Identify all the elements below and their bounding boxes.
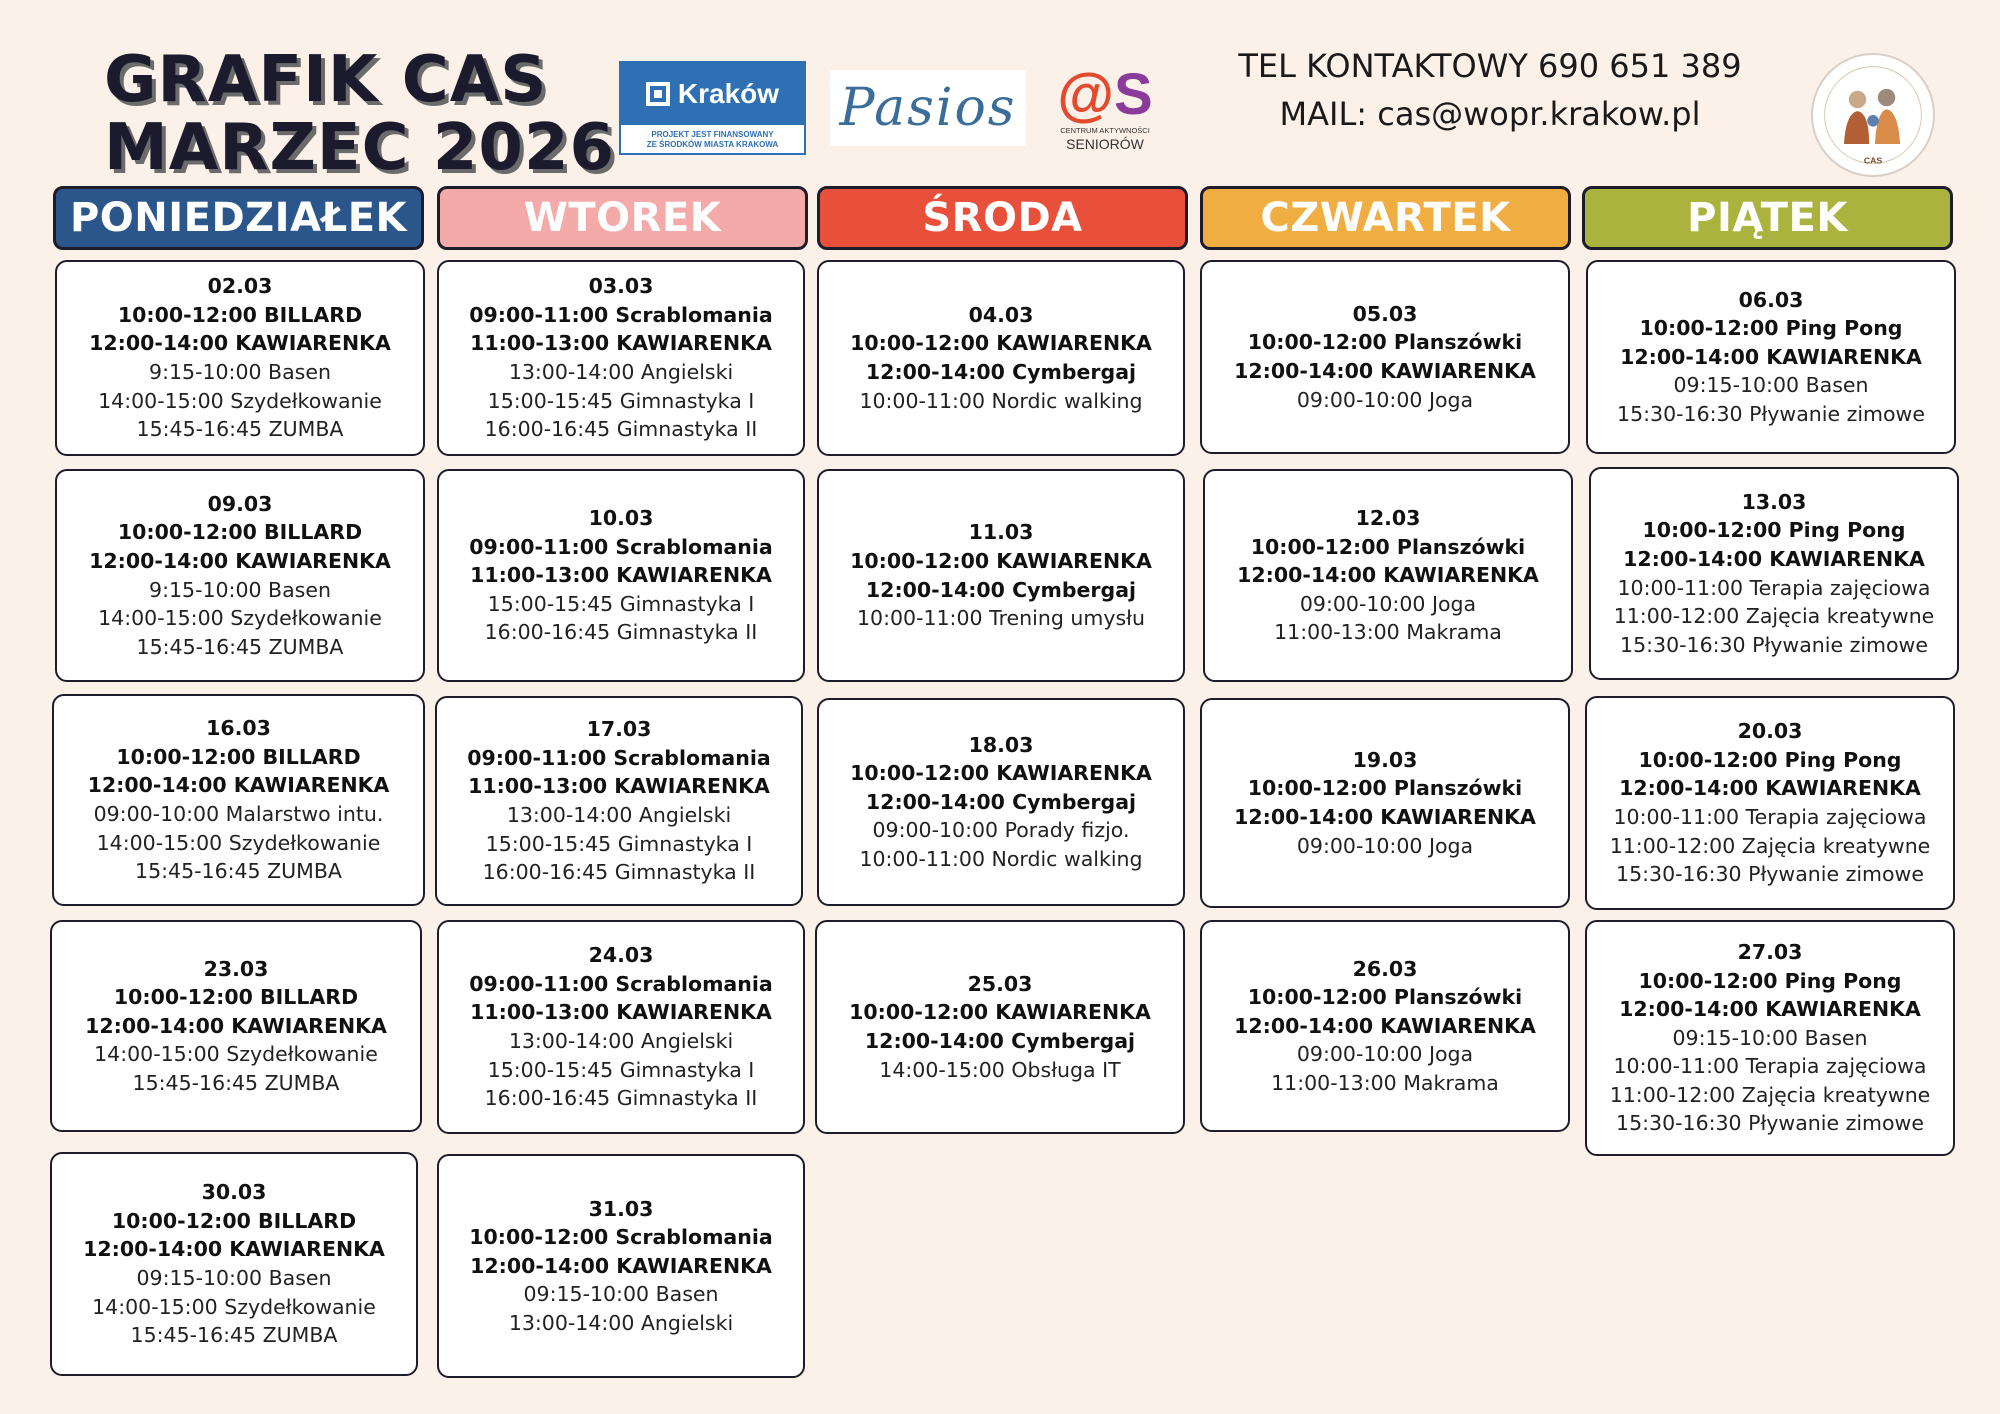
card-main-activity: 10:00-12:00 KAWIARENKA — [850, 548, 1152, 573]
card-activity: 13:00-14:00 Angielski — [508, 1029, 734, 1053]
seniors-people-icon — [1813, 55, 1933, 175]
card-main-activity: 12:00-14:00 KAWIARENKA — [1619, 776, 1921, 801]
card-main-activity: 10:00-12:00 KAWIARENKA — [850, 331, 1152, 356]
krakow-logo-sub1: PROJEKT JEST FINANSOWANY — [651, 130, 774, 139]
card-date: 30.03 — [201, 1180, 267, 1205]
card-activity: 9:15-10:00 Basen — [149, 577, 331, 602]
card-main-activity: 10:00-12:00 BILLARD — [113, 985, 359, 1010]
card-date: 06.03 — [1738, 287, 1804, 312]
card-date: 31.03 — [588, 1196, 654, 1221]
card-main-activity: 10:00-12:00 Planszówki — [1250, 534, 1526, 559]
card-activity: 15:00-15:45 Gimnastyka I — [487, 1057, 755, 1082]
schedule-card — [55, 469, 425, 682]
card-main-activity: 12:00-14:00 KAWIARENKA — [89, 331, 391, 356]
card-activity: 16:00-16:45 Gimnastyka II — [484, 620, 758, 645]
card-main-activity: 12:00-14:00 KAWIARENKA — [89, 548, 391, 573]
schedule-card — [437, 469, 805, 682]
schedule-card — [817, 260, 1185, 456]
card-activity: 15:45-16:45 ZUMBA — [135, 859, 342, 884]
schedule-card — [817, 469, 1185, 682]
card-main-activity: 10:00-12:00 Ping Pong — [1639, 316, 1903, 341]
title-line-2: MARZEC 2026 — [104, 111, 615, 185]
card-activity: 14:00-15:00 Szydełkowanie — [98, 606, 382, 631]
card-activity: 15:45-16:45 ZUMBA — [136, 417, 344, 442]
card-date: 16.03 — [206, 716, 271, 741]
card-main-activity: 09:00-11:00 Scrablomania — [469, 971, 773, 996]
card-activity: 16:00-16:45 Gimnastyka II — [484, 417, 758, 442]
card-main-activity: 10:00-12:00 Ping Pong — [1642, 518, 1906, 543]
card-activity: 10:00-11:00 Terapia zajęciowa — [1613, 1054, 1927, 1079]
card-date: 05.03 — [1352, 301, 1418, 326]
schedule-card — [1585, 696, 1955, 910]
title-line-1: GRAFIK CAS — [104, 43, 548, 117]
card-activity: 10:00-11:00 Terapia zajęciowa — [1613, 805, 1927, 829]
card-activity: 9:15-10:00 Basen — [149, 360, 331, 384]
cas-mark-icon: @S — [1057, 62, 1153, 127]
card-main-activity: 10:00-12:00 Ping Pong — [1638, 968, 1902, 993]
card-activity: 15:45-16:45 ZUMBA — [136, 634, 344, 659]
schedule-card — [437, 920, 805, 1134]
schedule-card — [1200, 260, 1570, 454]
card-main-activity: 12:00-14:00 Cymbergaj — [865, 577, 1137, 602]
card-activity: 15:00-15:45 Gimnastyka I — [487, 591, 755, 616]
card-activity: 15:45-16:45 ZUMBA — [130, 1323, 338, 1348]
card-main-activity: 10:00-12:00 BILLARD — [111, 1208, 357, 1233]
krakow-logo-name: Kraków — [677, 78, 780, 109]
card-activity: 14:00-15:00 Szydełkowanie — [92, 1294, 376, 1319]
card-main-activity: 10:00-12:00 Planszówki — [1247, 776, 1523, 801]
card-main-activity: 12:00-14:00 KAWIARENKA — [85, 1013, 387, 1038]
card-activity: 14:00-15:00 Obsługa IT — [879, 1057, 1121, 1082]
pasios-logo-name: Pasios — [839, 78, 1017, 138]
card-main-activity: 12:00-14:00 Cymbergaj — [865, 789, 1137, 814]
krakow-mark-icon — [646, 82, 670, 106]
card-activity: 11:00-12:00 Zajęcia kreatywne — [1609, 1082, 1931, 1107]
card-activity: 09:00-10:00 Joga — [1299, 591, 1477, 616]
card-main-activity: 10:00-12:00 BILLARD — [117, 520, 363, 545]
card-main-activity: 12:00-14:00 Cymbergaj — [864, 1029, 1136, 1053]
day-header-2: WTOREK — [437, 186, 808, 250]
card-activity: 15:45-16:45 ZUMBA — [132, 1070, 340, 1095]
card-activity: 09:15-10:00 Basen — [1673, 373, 1869, 398]
card-activity: 09:15-10:00 Basen — [523, 1282, 719, 1307]
card-activity: 10:00-11:00 Terapia zajęciowa — [1617, 575, 1931, 600]
schedule-card — [1585, 920, 1955, 1156]
card-activity: 09:00-10:00 Joga — [1296, 1042, 1474, 1067]
contact-phone: TEL KONTAKTOWY 690 651 389 — [1238, 47, 1742, 85]
card-main-activity: 09:00-11:00 Scrablomania — [469, 302, 773, 327]
cas-logo-line2: SENIORÓW — [1066, 136, 1144, 152]
contact-mail[interactable]: MAIL: cas@wopr.krakow.pl — [1279, 95, 1701, 133]
day-header-4: CZWARTEK — [1200, 186, 1571, 250]
card-activity: 09:15-10:00 Basen — [1672, 1025, 1868, 1050]
card-date: 27.03 — [1737, 939, 1803, 964]
krakow-logo — [619, 61, 806, 155]
card-activity: 09:00-10:00 Joga — [1296, 387, 1474, 412]
card-main-activity: 10:00-12:00 Planszówki — [1247, 985, 1523, 1010]
card-activity: 13:00-14:00 Angielski — [508, 360, 734, 384]
card-main-activity: 10:00-12:00 KAWIARENKA — [849, 1000, 1151, 1025]
card-activity: 13:00-14:00 Angielski — [506, 803, 732, 827]
card-main-activity: 12:00-14:00 KAWIARENKA — [1620, 344, 1922, 369]
card-activity: 09:00-10:00 Malarstwo intu. — [93, 802, 384, 826]
card-main-activity: 10:00-12:00 BILLARD — [116, 744, 361, 769]
card-activity: 10:00-11:00 Nordic walking — [859, 388, 1143, 413]
card-date: 02.03 — [207, 274, 273, 299]
card-date: 04.03 — [968, 302, 1034, 327]
day-header-5: PIĄTEK — [1582, 186, 1953, 250]
card-main-activity: 11:00-13:00 KAWIARENKA — [468, 774, 770, 799]
schedule-card — [1203, 469, 1573, 682]
day-header-1: PONIEDZIAŁEK — [53, 186, 424, 250]
day-header-3: ŚRODA — [817, 186, 1188, 250]
schedule-card — [1586, 260, 1956, 454]
card-activity: 15:30-16:30 Pływanie zimowe — [1616, 862, 1924, 887]
card-date: 24.03 — [588, 943, 654, 968]
schedule-card — [50, 920, 422, 1132]
card-main-activity: 12:00-14:00 Cymbergaj — [865, 360, 1137, 384]
schedule-card — [1200, 698, 1570, 908]
card-activity: 09:00-10:00 Joga — [1296, 833, 1474, 858]
schedule-card — [52, 694, 425, 906]
card-activity: 14:00-15:00 Szydełkowanie — [96, 830, 381, 855]
card-date: 17.03 — [586, 717, 652, 742]
krakow-logo-sub2: ZE ŚRODKÓW MIASTA KRAKOWA — [646, 140, 779, 149]
card-date: 23.03 — [203, 956, 269, 981]
card-main-activity: 10:00-12:00 KAWIARENKA — [850, 761, 1152, 786]
card-activity: 11:00-13:00 Makrama — [1274, 620, 1502, 645]
cas-logo — [1050, 64, 1160, 164]
card-main-activity: 12:00-14:00 KAWIARENKA — [470, 1253, 772, 1278]
card-activity: 11:00-12:00 Zajęcia kreatywne — [1609, 833, 1931, 858]
card-date: 03.03 — [588, 274, 654, 299]
card-main-activity: 10:00-12:00 Planszówki — [1247, 330, 1523, 355]
card-date: 10.03 — [588, 506, 654, 531]
card-main-activity: 12:00-14:00 KAWIARENKA — [1623, 546, 1925, 571]
card-main-activity: 10:00-12:00 Scrablomania — [469, 1225, 773, 1250]
card-date: 25.03 — [967, 971, 1033, 996]
card-activity: 14:00-15:00 Szydełkowanie — [94, 1042, 378, 1067]
card-date: 13.03 — [1741, 489, 1807, 514]
card-main-activity: 12:00-14:00 KAWIARENKA — [1234, 1013, 1536, 1038]
schedule-card — [50, 1152, 418, 1376]
card-activity: 09:15-10:00 Basen — [136, 1266, 332, 1290]
card-date: 26.03 — [1352, 956, 1418, 981]
card-activity: 15:30-16:30 Pływanie zimowe — [1616, 1111, 1924, 1136]
schedule-card — [817, 698, 1185, 906]
card-activity: 16:00-16:45 Gimnastyka II — [482, 860, 756, 885]
cas-logo-line1: CENTRUM AKTYWNOŚCI — [1060, 126, 1150, 135]
card-activity: 14:00-15:00 Szydełkowanie — [98, 388, 382, 413]
card-activity: 16:00-16:45 Gimnastyka II — [484, 1086, 758, 1111]
card-activity: 15:00-15:45 Gimnastyka I — [485, 831, 753, 856]
card-main-activity: 10:00-12:00 Ping Pong — [1638, 747, 1902, 772]
card-activity: 15:00-15:45 Gimnastyka I — [487, 388, 755, 413]
card-main-activity: 12:00-14:00 KAWIARENKA — [1234, 359, 1536, 383]
card-main-activity: 11:00-13:00 KAWIARENKA — [470, 1000, 772, 1025]
card-date: 20.03 — [1737, 719, 1803, 744]
card-activity: 09:00-10:00 Porady fizjo. — [872, 818, 1130, 843]
card-date: 11.03 — [968, 520, 1034, 545]
schedule-card — [1200, 920, 1570, 1132]
schedule-card — [1589, 467, 1959, 680]
pasios-logo — [830, 70, 1026, 146]
card-activity: 10:00-11:00 Nordic walking — [859, 846, 1143, 871]
card-main-activity: 09:00-11:00 Scrablomania — [467, 745, 771, 770]
page-title — [104, 43, 615, 185]
card-date: 12.03 — [1355, 506, 1421, 531]
card-activity: 15:30-16:30 Pływanie zimowe — [1620, 632, 1928, 657]
card-activity: 11:00-12:00 Zajęcia kreatywne — [1613, 604, 1935, 629]
card-activity: 11:00-13:00 Makrama — [1271, 1070, 1499, 1095]
card-main-activity: 12:00-14:00 KAWIARENKA — [1237, 563, 1539, 588]
card-main-activity: 12:00-14:00 KAWIARENKA — [1234, 805, 1536, 829]
card-activity: 10:00-11:00 Trening umysłu — [857, 606, 1145, 631]
schedule-card — [815, 920, 1185, 1134]
contact-info — [1200, 42, 1780, 138]
card-main-activity: 11:00-13:00 KAWIARENKA — [470, 563, 772, 588]
card-date: 19.03 — [1352, 747, 1418, 772]
schedule-card — [437, 1154, 805, 1378]
schedule-card — [437, 260, 805, 456]
card-date: 18.03 — [968, 732, 1034, 757]
svg-text:CAS: CAS — [1863, 155, 1883, 166]
card-main-activity: 10:00-12:00 BILLARD — [117, 302, 363, 327]
card-main-activity: 09:00-11:00 Scrablomania — [469, 534, 773, 559]
card-activity: 13:00-14:00 Angielski — [508, 1310, 734, 1335]
card-date: 09.03 — [207, 491, 273, 516]
schedule-card — [55, 260, 425, 456]
card-main-activity: 12:00-14:00 KAWIARENKA — [1619, 997, 1921, 1022]
card-activity: 15:30-16:30 Pływanie zimowe — [1617, 401, 1925, 426]
card-main-activity: 12:00-14:00 KAWIARENKA — [83, 1237, 385, 1262]
seniors-circle-logo — [1811, 53, 1935, 177]
card-main-activity: 12:00-14:00 KAWIARENKA — [87, 773, 390, 798]
card-main-activity: 11:00-13:00 KAWIARENKA — [470, 331, 772, 356]
schedule-card — [435, 696, 803, 906]
